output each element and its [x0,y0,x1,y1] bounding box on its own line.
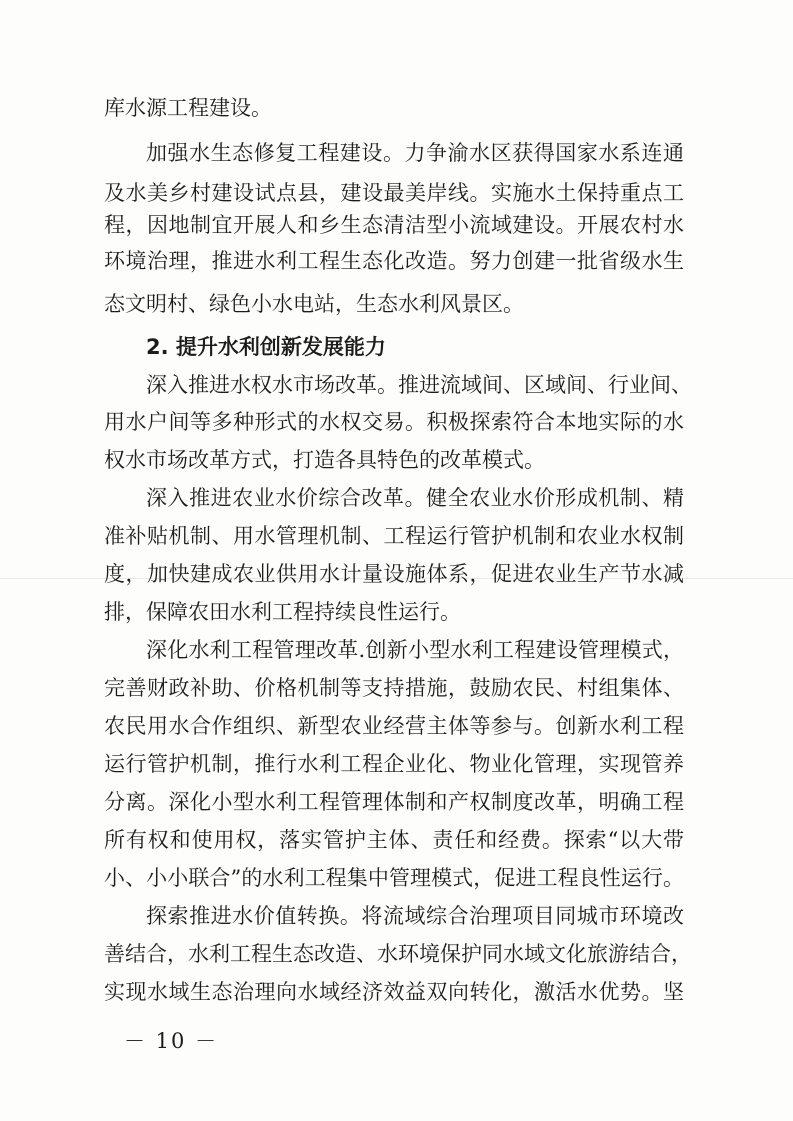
text-line: 农民用水合作组织、新型农业经营主体等参与。创新水利工程 [104,714,684,738]
text-line: 所有权和使用权，落实管护主体、责任和经费。探索“以大带 [104,828,684,852]
text-line: 环境治理，推进水利工程生态化改造。努力创建一批省级水生 [104,249,684,273]
text-line: 程，因地制宜开展人和乡生态清洁型小流域建设。开展农村水 [104,213,684,237]
text-line: 权水市场改革方式，打造各具特色的改革模式。 [104,448,545,472]
text-line: 深入推进农业水价综合改革。健全农业水价形成机制、精 [146,486,684,510]
section-heading: 2. 提升水利创新发展能力 [146,335,386,359]
text-line: 实现水域生态治理向水域经济效益双向转化，激活水优势。坚 [104,980,684,1004]
text-line: 准补贴机制、用水管理机制、工程运行管护机制和农业水权制 [104,524,684,548]
text-line: 用水户间等多种形式的水权交易。积极探索符合本地实际的水 [104,410,684,434]
text-line: 库水源工程建设。 [104,96,272,120]
text-line: 态文明村、绿色小水电站，生态水利风景区。 [104,292,524,316]
text-line: 运行管护机制，推行水利工程企业化、物业化管理，实现管养 [104,752,684,776]
text-line: 完善财政补助、价格机制等支持措施，鼓励农民、村组集体、 [104,676,684,700]
page-number: － 10 － [124,1029,219,1053]
text-line: 探索推进水价值转换。将流域综合治理项目同城市环境改 [146,904,684,928]
text-line: 排，保障农田水利工程持续良性运行。 [104,600,461,624]
text-line: 及水美乡村建设试点县，建设最美岸线。实施水土保持重点工 [104,181,684,205]
text-line: 深化水利工程管理改革.创新小型水利工程建设管理模式， [146,638,684,662]
text-line: 小、小小联合”的水利工程集中管理模式，促进工程良性运行。 [104,866,684,890]
text-line: 深入推进水权水市场改革。推进流域间、区域间、行业间、 [146,373,692,397]
text-line: 善结合，水利工程生态改造、水环境保护同水域文化旅游结合， [104,942,692,966]
text-line: 分离。深化小型水利工程管理体制和产权制度改革，明确工程 [104,790,684,814]
text-line: 度，加快建成农业供用水计量设施体系，促进农业生产节水减 [104,562,684,586]
text-line: 加强水生态修复工程建设。力争渝水区获得国家水系连通 [146,141,684,165]
